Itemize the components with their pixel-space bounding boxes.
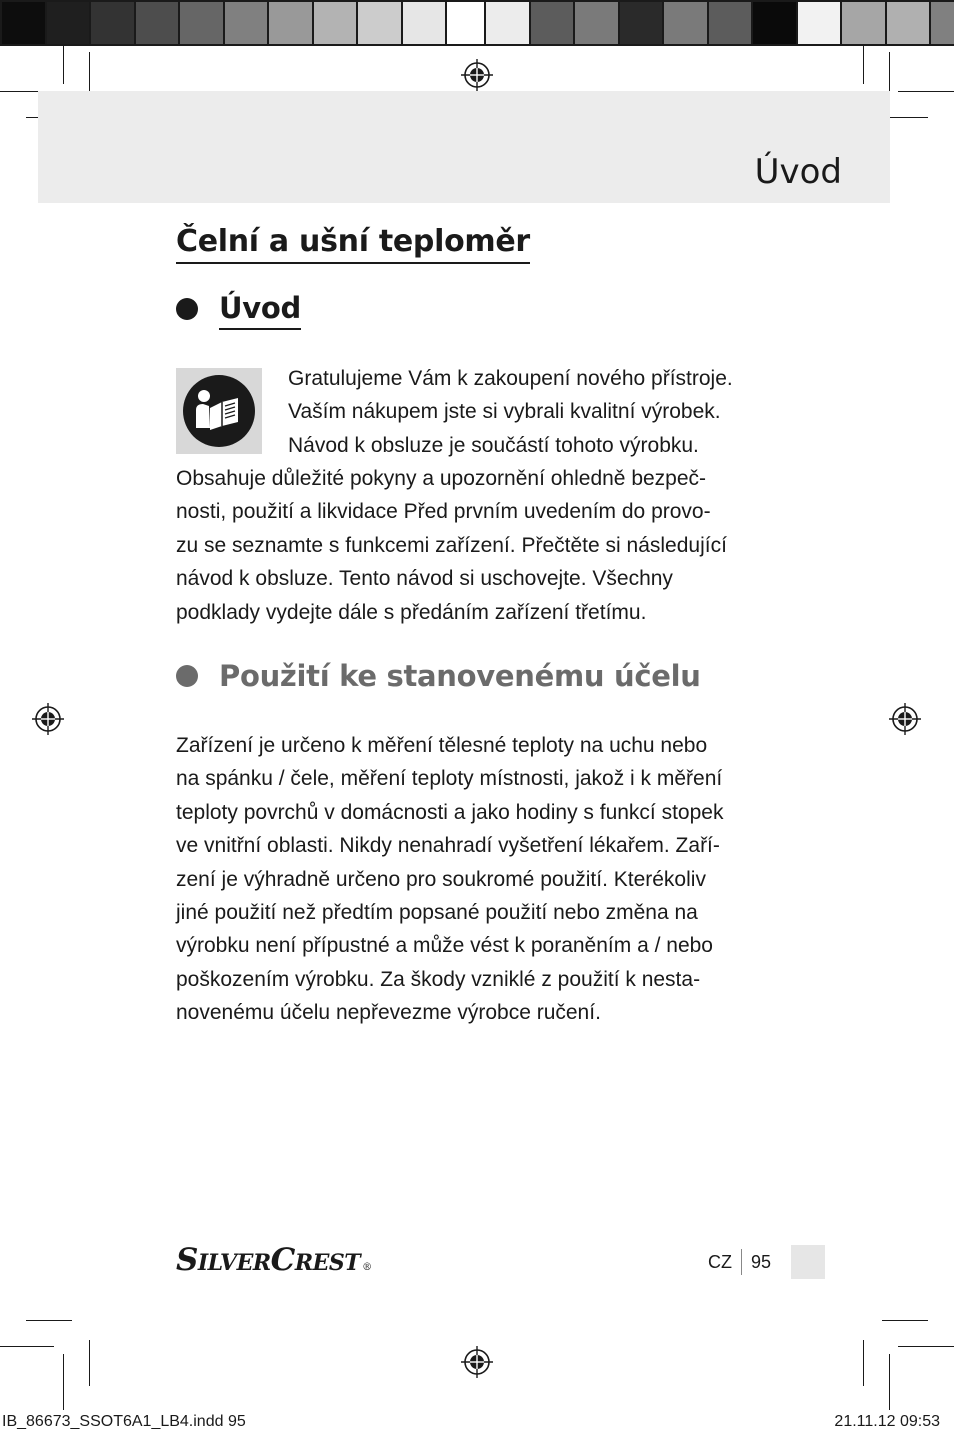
color-swatch: [931, 0, 954, 46]
text-line: Návod k obsluze je součástí tohoto výrobku.: [288, 433, 699, 457]
intended-use-text: [176, 729, 782, 1030]
color-swatch: [403, 0, 448, 46]
text-line: ve vnitřní oblasti. Nikdy nenahradí vyšetření lékařem. Zaří-: [176, 834, 720, 858]
text-line: novenému účelu nepřevezme výrobce ručení.: [176, 1001, 601, 1025]
page-info: [708, 1249, 771, 1275]
color-swatch: [753, 0, 798, 46]
color-swatch: [180, 0, 225, 46]
page-title: Čelní a ušní teploměr: [176, 222, 530, 264]
text-line: poškozením výrobku. Za škody vzniklé z použití k nesta-: [176, 967, 701, 991]
color-swatch: [531, 0, 576, 46]
bullet-icon: [176, 665, 198, 687]
registered-mark: ®: [362, 1262, 372, 1273]
slug-filename: IB_86673_SSOT6A1_LB4.indd 95: [2, 1413, 246, 1430]
registration-mark-icon: [460, 58, 494, 92]
color-swatch: [358, 0, 403, 46]
section-heading-intended-use: [176, 656, 701, 696]
color-swatch: [136, 0, 181, 46]
text-line: zu se seznamte s funkcemi zařízení. Přečtěte si následující: [176, 533, 727, 557]
page-tab: [791, 1245, 825, 1279]
logo-text: REST: [294, 1250, 361, 1276]
registration-mark-icon: [460, 1345, 494, 1379]
intro-text-beside-icon: [288, 362, 788, 462]
section-title: Úvod: [219, 288, 301, 330]
color-swatch: [91, 0, 136, 46]
crop-mark: [898, 1346, 954, 1347]
language-code: CZ: [708, 1251, 732, 1272]
text-line: Obsahuje důležité pokyny a upozornění ohledně bezpeč-: [176, 467, 707, 490]
crop-mark: [26, 1320, 72, 1321]
text-line: podklady vydejte dále s předáním zařízení třetímu.: [176, 600, 647, 624]
silvercrest-logo: [176, 1242, 372, 1278]
crop-mark: [898, 91, 954, 92]
color-swatch: [47, 0, 92, 46]
color-calibration-bar-right: [484, 0, 954, 46]
crop-mark: [89, 1340, 90, 1386]
crop-mark: [889, 1354, 890, 1410]
read-manual-icon: [176, 368, 262, 454]
text-line: Zařízení je určeno k měření tělesné teploty na uchu nebo: [176, 734, 708, 757]
divider: [741, 1249, 742, 1275]
text-line: na spánku / čele, měření teploty místnosti, jakož i k měření: [176, 767, 723, 791]
logo-letter: C: [270, 1242, 295, 1278]
color-swatch: [225, 0, 270, 46]
slug-datetime: 21.11.12 09:53: [834, 1413, 940, 1430]
color-swatch: [887, 0, 932, 46]
crop-mark: [63, 46, 64, 84]
text-line: nosti, použití a likvidace Před prvním uvedením do provo-: [176, 500, 711, 524]
registration-mark-icon: [31, 702, 65, 736]
crop-mark: [0, 1346, 54, 1347]
text-line: Vaším nákupem jste si vybrali kvalitní výrobek.: [288, 400, 721, 424]
color-calibration-bar-left: [0, 0, 492, 46]
text-line: výrobku není přípustné a může vést k poraněním a / nebo: [176, 934, 713, 958]
crop-mark: [863, 46, 864, 84]
text-line: jiné použití než předtím popsané použití nebo změna na: [176, 901, 698, 925]
text-line: zení je výhradně určeno pro soukromé použití. Kterékoliv: [176, 867, 706, 891]
logo-letter: S: [176, 1242, 198, 1278]
section-heading-intro: [176, 288, 301, 330]
color-swatch: [709, 0, 754, 46]
color-swatch: [269, 0, 314, 46]
logo-text: ILVER: [197, 1250, 271, 1276]
registration-mark-icon: [888, 702, 922, 736]
text-line: teploty povrchů v domácnosti a jako hodiny s funkcí stopek: [176, 800, 724, 824]
intro-text: [176, 462, 782, 629]
color-swatch: [575, 0, 620, 46]
section-title: Použití ke stanovenému účelu: [219, 659, 701, 693]
page-number: 95: [751, 1251, 772, 1272]
text-line: návod k obsluze. Tento návod si uschovejte. Všechny: [176, 567, 673, 591]
color-swatch: [0, 0, 47, 46]
crop-mark: [882, 1320, 928, 1321]
text-line: Gratulujeme Vám k zakoupení nového přístroje.: [288, 367, 733, 390]
crop-mark: [863, 1340, 864, 1386]
chapter-title: Úvod: [754, 152, 842, 192]
color-swatch: [664, 0, 709, 46]
color-swatch: [798, 0, 843, 46]
crop-mark: [63, 1354, 64, 1410]
color-swatch: [314, 0, 359, 46]
color-swatch: [484, 0, 531, 46]
color-swatch: [842, 0, 887, 46]
color-swatch: [620, 0, 665, 46]
bullet-icon: [176, 298, 198, 320]
